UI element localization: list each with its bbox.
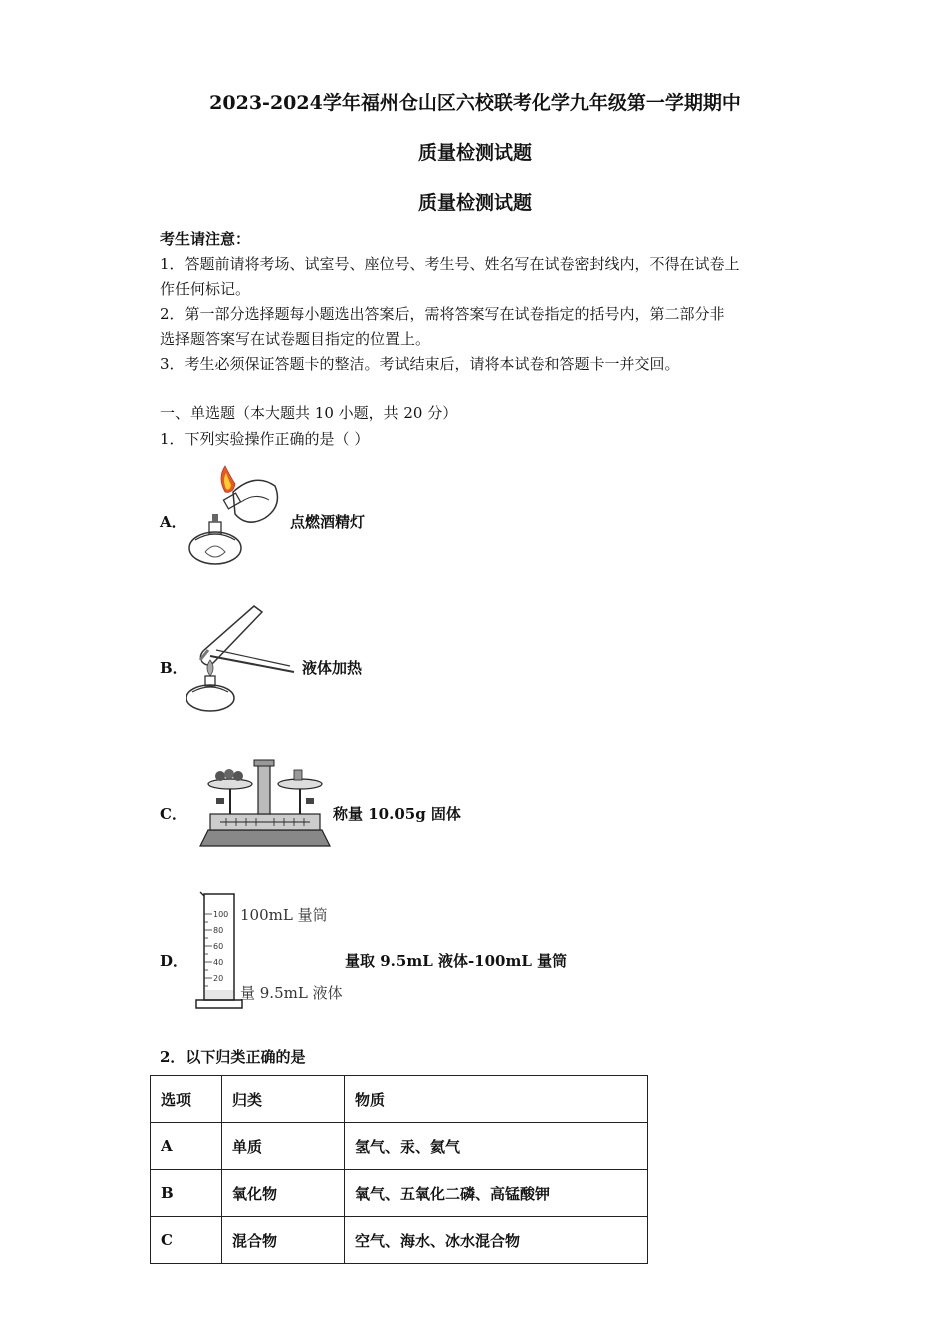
doc-title-line1: 2023-2024学年福州仓山区六校联考化学九年级第一学期期中 [209, 92, 741, 114]
q1-option-b-letter: B． [160, 659, 188, 677]
cylinder-tick-80: 80 [213, 926, 224, 935]
cylinder-tick-60: 60 [213, 942, 224, 951]
section1-heading: 一、单选题（本大题共 10 小题，共 20 分） [160, 404, 458, 422]
table-header-cell: 物质 [345, 1076, 648, 1123]
q1-option-d-text: 量取 9.5mL 液体-100mL 量筒 [345, 952, 568, 970]
table-header-row [151, 1076, 648, 1123]
table-header-cell: 归类 [222, 1076, 345, 1123]
q2-classification-table [150, 1075, 648, 1264]
table-cell: C [151, 1217, 222, 1264]
table-cell: 混合物 [222, 1217, 345, 1264]
table-row [151, 1217, 648, 1264]
q1-option-d-letter: D． [160, 952, 189, 970]
q1-option-b-text: 液体加热 [302, 659, 363, 677]
notice-heading: 考生请注意： [160, 230, 251, 248]
alcohol-lamp-lighting-figure [185, 462, 285, 570]
table-row [151, 1170, 648, 1217]
notice-item2-a: 2．第一部分选择题每小题选出答案后，需将答案写在试卷指定的括号内，第二部分非 [160, 305, 725, 323]
notice-item1-a: 1．答题前请将考场、试室号、座位号、考生号、姓名写在试卷密封线内，不得在试卷上 [160, 255, 740, 273]
q1-option-a-letter: A． [160, 513, 187, 531]
cylinder-label-bottom: 量 9.5mL 液体 [240, 984, 343, 1002]
q1-option-a-text: 点燃酒精灯 [290, 513, 366, 531]
notice-item2-b: 选择题答案写在试卷题目指定的位置上。 [160, 330, 431, 348]
notice-item1-b: 作任何标记。 [160, 280, 251, 298]
table-row [151, 1123, 648, 1170]
table-cell: 单质 [222, 1123, 345, 1170]
table-cell: 氧气、五氧化二磷、高锰酸钾 [345, 1170, 648, 1217]
q1-option-c-letter: C． [160, 805, 187, 823]
graduated-cylinder-figure [194, 890, 344, 1014]
notice-item3: 3．考生必须保证答题卡的整洁。考试结束后，请将本试卷和答题卡一并交回。 [160, 355, 680, 373]
table-header-cell: 选项 [151, 1076, 222, 1123]
cylinder-tick-20: 20 [213, 974, 224, 983]
q1-option-c-text: 称量 10.05g 固体 [333, 805, 461, 823]
doc-title-line3: 质量检测试题 [417, 192, 532, 214]
cylinder-tick-40: 40 [213, 958, 224, 967]
liquid-heating-figure [186, 600, 296, 715]
cylinder-tick-100: 100 [213, 910, 229, 919]
balance-scale-figure [196, 758, 334, 854]
q2-stem: 2．以下归类正确的是 [160, 1048, 306, 1066]
table-cell: 氧化物 [222, 1170, 345, 1217]
table-cell: B [151, 1170, 222, 1217]
q1-stem: 1．下列实验操作正确的是（ ） [160, 430, 370, 448]
table-cell: 空气、海水、冰水混合物 [345, 1217, 648, 1264]
table-cell: A [151, 1123, 222, 1170]
cylinder-label-top: 100mL 量筒 [240, 906, 328, 924]
doc-title-line2: 质量检测试题 [417, 142, 532, 164]
table-cell: 氢气、汞、氦气 [345, 1123, 648, 1170]
